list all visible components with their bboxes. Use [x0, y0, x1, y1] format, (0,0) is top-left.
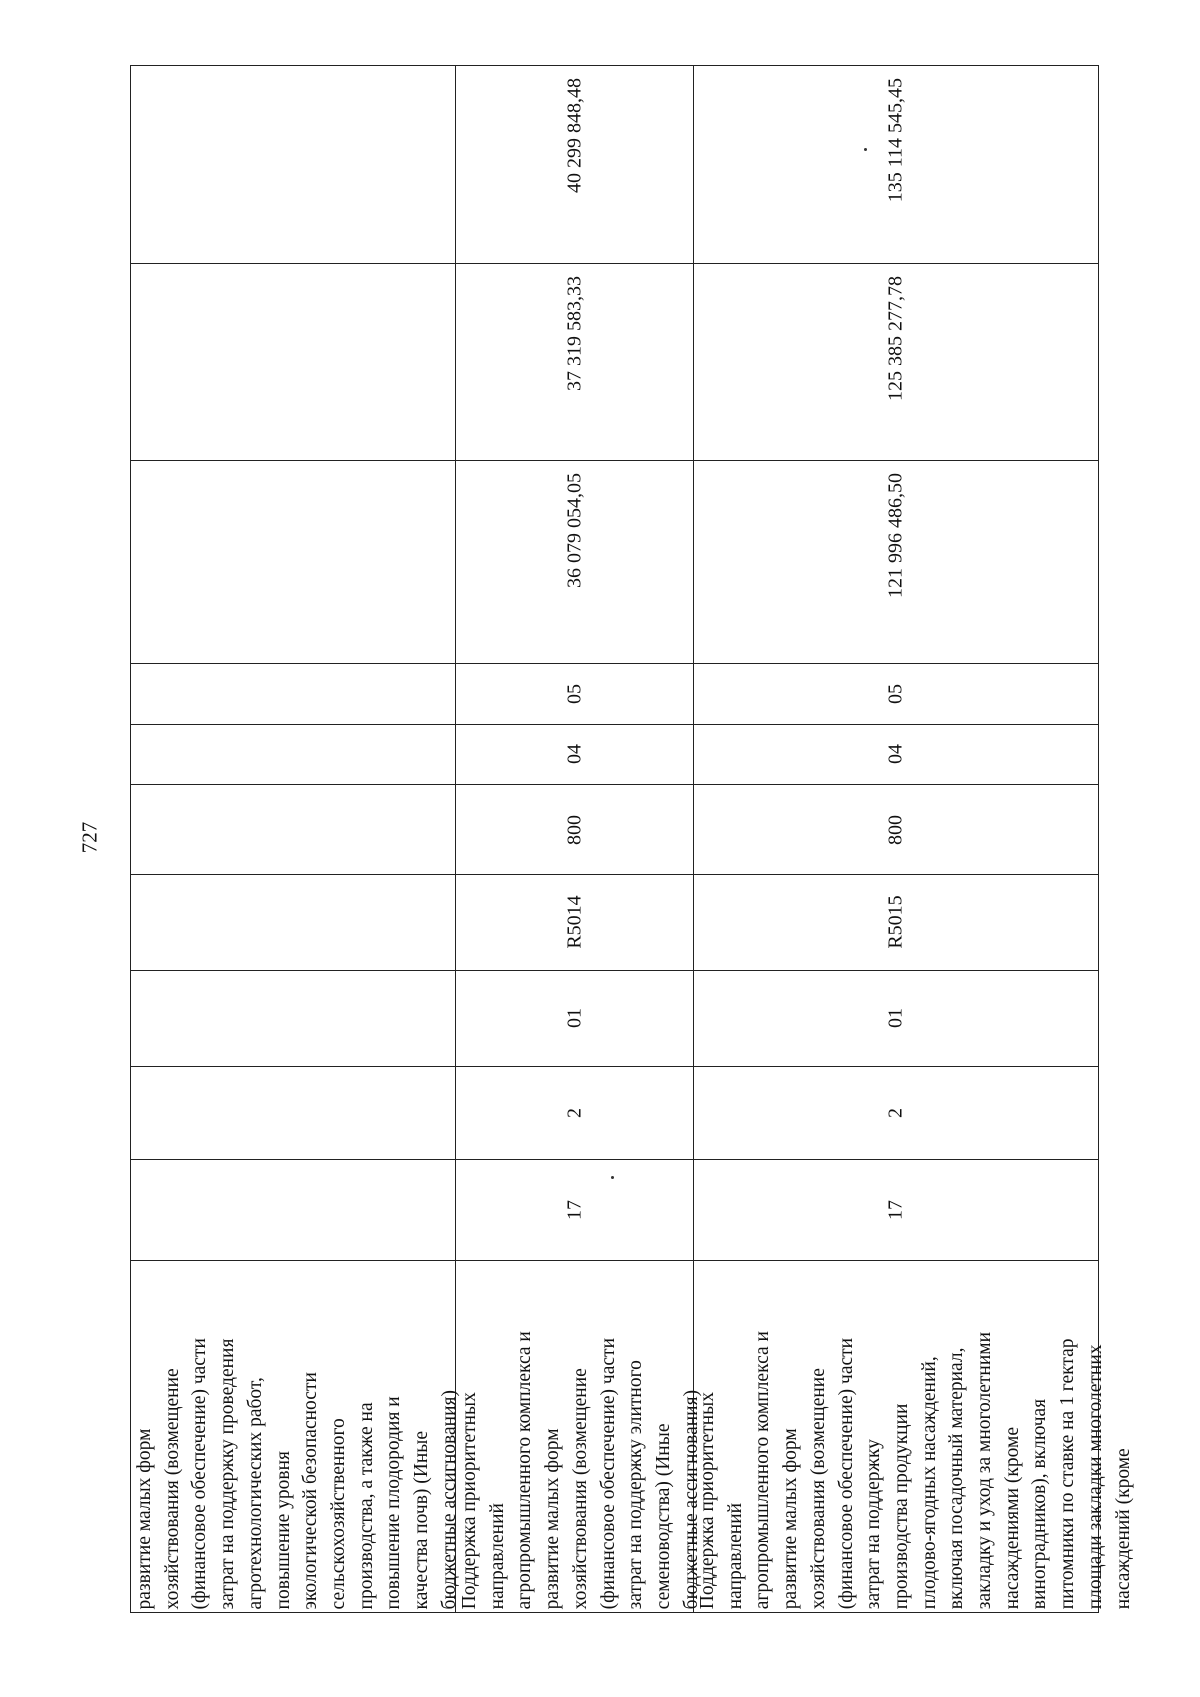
- scan-dot: [611, 1176, 614, 1179]
- cell-r2-c6: 04: [456, 724, 694, 785]
- row-description: [456, 1330, 705, 1612]
- description-line: семеноводства) (Иные: [652, 1423, 674, 1609]
- page-number: 727: [77, 821, 102, 854]
- cell-r3-y2: 125 385 277,78: [694, 264, 1099, 461]
- description-line: Поддержка приоритетных: [459, 1391, 480, 1609]
- description-line: направлений: [486, 1502, 508, 1609]
- cell-r1-c2: [131, 1066, 456, 1159]
- description-line: плодово-ягодных насаждений,: [918, 1356, 940, 1609]
- cell-r2-y3: 40 299 848,48: [456, 66, 694, 264]
- description-line: хозяйствования (возмещение: [807, 1367, 829, 1609]
- cell-r1-c5: [131, 785, 456, 875]
- cell-r2-y2: 37 319 583,33: [456, 264, 694, 461]
- description-line: производства продукции: [890, 1403, 912, 1609]
- description-line: включая посадочный материал,: [946, 1347, 968, 1609]
- description-line: (финансовое обеспечение) части: [597, 1337, 619, 1609]
- cell-r1-y3: [131, 66, 456, 264]
- cell-r1-y2: [131, 264, 456, 461]
- description-line: бюджетные ассигнования): [680, 1389, 702, 1609]
- description-line: насаждениями (кроме: [1001, 1426, 1023, 1609]
- cell-r2-y1: 36 079 054,05: [456, 461, 694, 664]
- cell-r3-y3: 135 114 545,45: [694, 66, 1099, 264]
- cell-r3-c5: 800: [694, 785, 1099, 875]
- cell-r1-c6: [131, 724, 456, 785]
- description-line: развитие малых форм: [542, 1428, 564, 1609]
- description-line: (финансовое обеспечение) части: [189, 1337, 211, 1609]
- cell-r2-c4: R5014: [456, 875, 694, 970]
- description-line: хозяйствования (возмещение: [569, 1367, 591, 1609]
- description-line: затрат на поддержку: [863, 1438, 885, 1609]
- row-description: [131, 1287, 463, 1612]
- cell-r3-c2: 2: [694, 1066, 1099, 1159]
- description-line: питомники по ставке на 1 гектар: [1057, 1338, 1079, 1609]
- cell-r1-description: [131, 1260, 460, 1612]
- description-line: сельскохозяйственного: [327, 1417, 349, 1609]
- description-line: Поддержка приоритетных: [697, 1391, 718, 1609]
- description-line: производства, а также на: [355, 1401, 377, 1609]
- description-line: площади закладки многолетних: [1084, 1344, 1106, 1609]
- cell-r3-c6: 04: [694, 724, 1099, 785]
- description-line: агропромышленного комплекса и: [752, 1330, 774, 1609]
- description-line: виноградников), включая: [1029, 1398, 1051, 1609]
- cell-r1-c7: [131, 663, 456, 724]
- description-line: насаждений (кроме: [1112, 1448, 1134, 1609]
- description-line: экологической безопасности: [300, 1371, 322, 1609]
- description-line: хозяйствования (возмещение: [161, 1367, 183, 1609]
- cell-r2-c1: 17: [456, 1160, 694, 1261]
- description-line: повышение уровня: [272, 1450, 294, 1609]
- description-line: бюджетные ассигнования): [438, 1389, 460, 1609]
- row-description: [694, 1330, 1137, 1612]
- cell-r1-c4: [131, 875, 456, 970]
- cell-r2-c3: 01: [456, 970, 694, 1066]
- description-line: повышение плодородия и: [383, 1395, 405, 1609]
- description-line: затрат на поддержку проведения: [217, 1338, 239, 1609]
- description-line: (финансовое обеспечение) части: [835, 1337, 857, 1609]
- cell-r2-c5: 800: [456, 785, 694, 875]
- description-line: агропромышленного комплекса и: [514, 1330, 536, 1609]
- description-line: качества почв) (Иные: [411, 1430, 433, 1609]
- cell-r2-c2: 2: [456, 1066, 694, 1159]
- description-line: агротехнологических работ,: [244, 1376, 266, 1609]
- cell-r1-c3: [131, 970, 456, 1066]
- description-line: закладку и уход за многолетними: [974, 1331, 996, 1609]
- description-line: развитие малых форм: [134, 1428, 155, 1609]
- cell-r3-c1: 17: [694, 1160, 1099, 1261]
- cell-r1-y1: [131, 461, 456, 664]
- cell-r2-description: [456, 1260, 702, 1612]
- description-line: затрат на поддержку элитного: [625, 1359, 647, 1609]
- scan-dot: [864, 148, 867, 151]
- cell-r3-c7: 05: [694, 663, 1099, 724]
- description-line: направлений: [724, 1502, 746, 1609]
- description-line: развитие малых форм: [780, 1428, 802, 1609]
- cell-r1-c1: [131, 1160, 456, 1261]
- cell-r3-c3: 01: [694, 970, 1099, 1066]
- cell-r3-description: [694, 1260, 1134, 1612]
- cell-r3-c4: R5015: [694, 875, 1099, 970]
- cell-r3-y1: 121 996 486,50: [694, 461, 1099, 664]
- budget-table: [130, 65, 1134, 1613]
- cell-r2-c7: 05: [456, 663, 694, 724]
